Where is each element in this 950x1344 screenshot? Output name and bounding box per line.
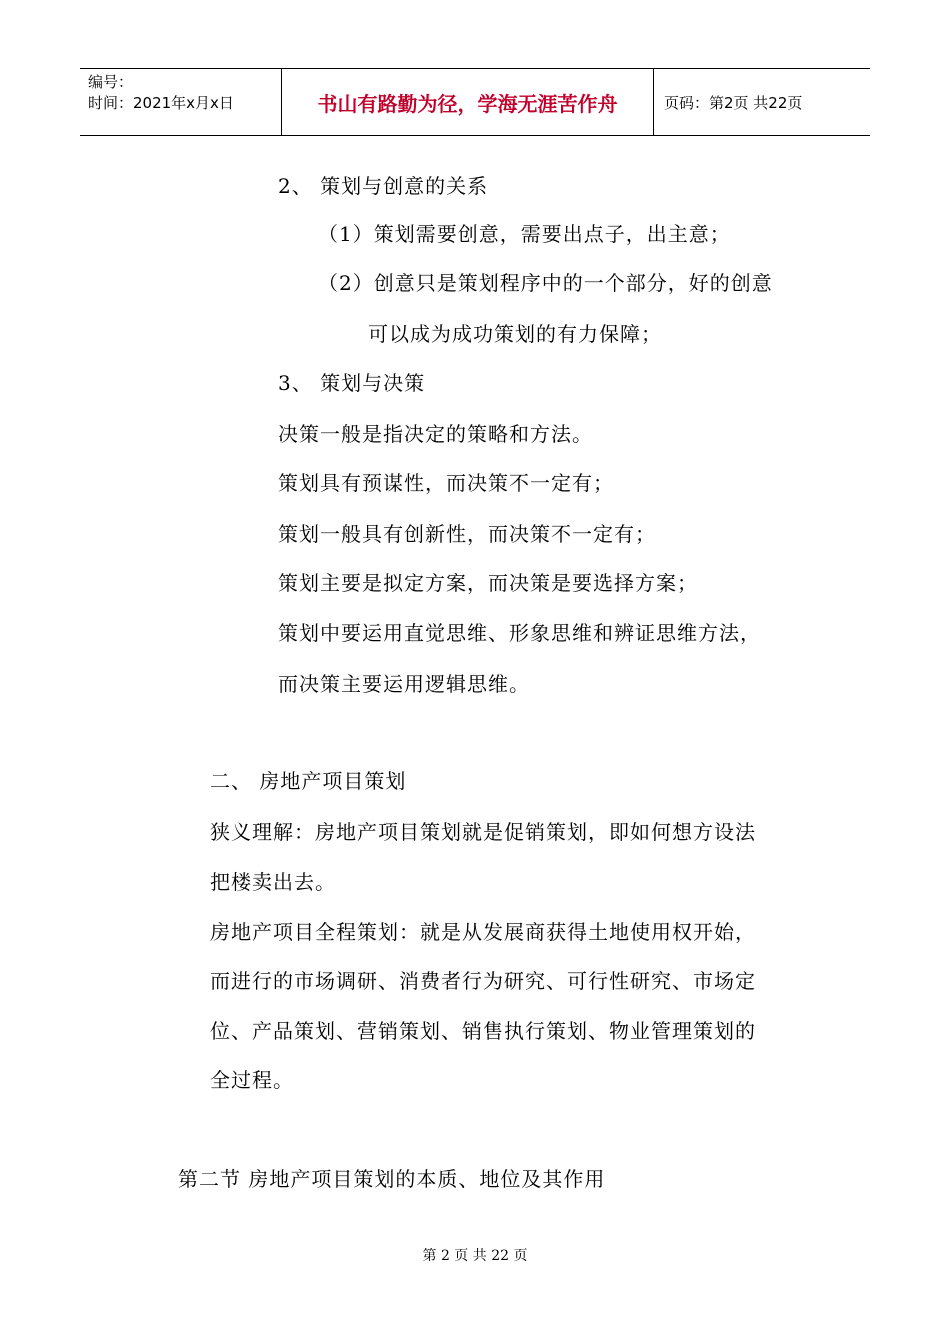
paragraph-line: 策划主要是拟定方案，而决策是要选择方案； <box>278 571 698 595</box>
list-item-creativity-1: （1）策划需要创意，需要出点子，出主意； <box>318 222 731 246</box>
header-motto: 书山有路勤为径，学海无涯苦作舟 <box>282 69 654 135</box>
paragraph-line: 而进行的市场调研、消费者行为研究、可行性研究、市场定 <box>210 969 756 993</box>
paragraph-line: 策划具有预谋性，而决策不一定有； <box>278 471 614 495</box>
header-number-label: 编号： <box>88 73 134 91</box>
paragraph-line: 狭义理解：房地产项目策划就是促销策划，即如何想方设法 <box>210 820 756 844</box>
list-item-creativity-2-cont: 可以成为成功策划的有力保障； <box>368 322 662 346</box>
paragraph-line: 把楼卖出去。 <box>210 870 336 894</box>
paragraph-line: 位、产品策划、营销策划、销售执行策划、物业管理策划的 <box>210 1019 756 1043</box>
paragraph-line: 策划中要运用直觉思维、形象思维和辨证思维方法， <box>278 621 761 645</box>
section-heading-real-estate: 二、 房地产项目策划 <box>210 769 407 793</box>
paragraph-line: 决策一般是指决定的策略和方法。 <box>278 422 593 446</box>
paragraph-line: 房地产项目全程策划：就是从发展商获得土地使用权开始， <box>210 920 756 944</box>
list-item-creativity-2: （2）创意只是策划程序中的一个部分，好的创意 <box>318 271 773 295</box>
paragraph-line: 全过程。 <box>210 1068 294 1092</box>
header-page-label: 页码：第2页 共22页 <box>664 93 803 112</box>
heading-creativity-relation: 2、 策划与创意的关系 <box>278 174 489 198</box>
header-meta <box>80 69 282 135</box>
document-header <box>80 68 870 136</box>
chapter-heading: 第二节 房地产项目策划的本质、地位及其作用 <box>178 1167 606 1191</box>
paragraph-line: 而决策主要运用逻辑思维。 <box>278 672 530 696</box>
heading-decision-relation: 3、 策划与决策 <box>278 371 426 395</box>
page-footer: 第 2 页 共 22 页 <box>422 1248 528 1264</box>
header-date-label: 时间：2021年x月x日 <box>88 94 234 112</box>
paragraph-line: 策划一般具有创新性，而决策不一定有； <box>278 522 656 546</box>
